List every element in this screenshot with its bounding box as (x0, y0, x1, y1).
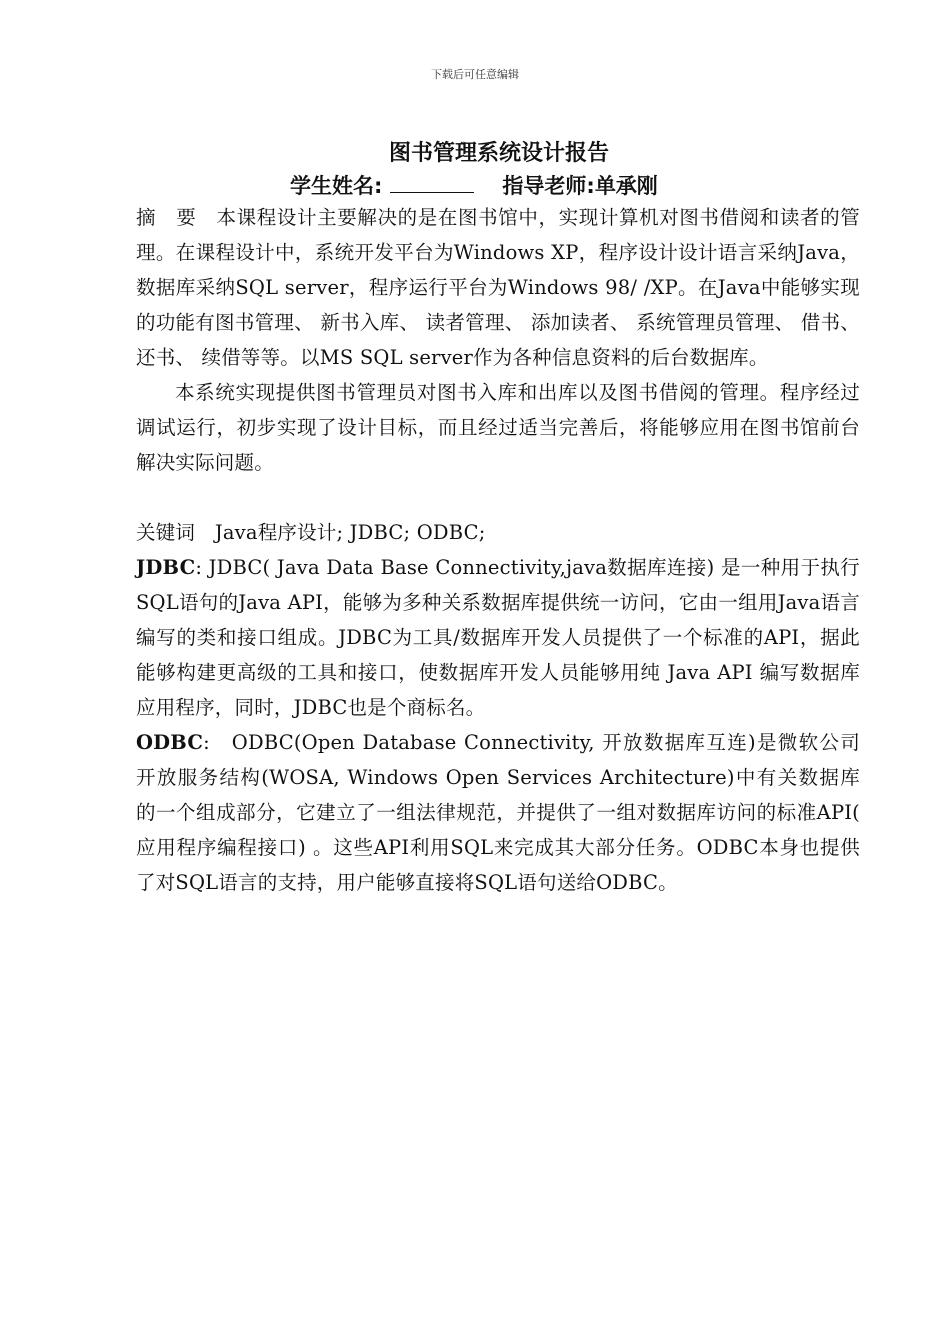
header-note: 下载后可任意编辑 (431, 68, 519, 81)
jdbc-text: : JDBC( Java Data Base Connectivity,java数据库连接) 是一种用于执行SQL语句的Java API，能够为多种关系数据库提供统一访问，它由一组用Java语言编写的类和接口组成。JDBC为工具/数据库开发人员提供了一个标准的API，据此能够构建更高级的工具和接口，使数据库开发人员能够用纯 Java API 编写数据库应用程序，同时，JDBC也是个商标名。 (136, 556, 860, 719)
odbc-paragraph (136, 725, 860, 900)
keywords-text: Java程序设计; JDBC; ODBC; (214, 521, 486, 544)
author-line (290, 170, 658, 200)
jdbc-paragraph (136, 550, 860, 725)
document-body (136, 200, 860, 900)
keywords-line (136, 515, 860, 550)
paragraph-spacer (136, 480, 860, 515)
odbc-text: : ODBC(Open Database Connectivity, 开放数据库互连)是微软公司开放服务结构(WOSA, Windows Open Services Architecture)中有关数据库的一个组成部分，它建立了一组法律规范，并提供了一组对数据库访问的标准API( 应用程序编程接口) 。这些API利用SQL来完成其大部分任务。ODBC本身也提供了对SQL语言的支持，用户能够直接将SQL语句送给ODBC。 (136, 731, 860, 894)
abstract-label: 摘 要 (136, 206, 197, 229)
student-name-blank (390, 174, 474, 193)
keywords-label: 关键词 (136, 521, 196, 544)
jdbc-term: JDBC (136, 556, 196, 579)
document-title: 图书管理系统设计报告 (388, 141, 609, 166)
advisor-label: 指导老师: (502, 174, 595, 198)
odbc-term: ODBC (136, 731, 204, 754)
abstract-paragraph-2: 本系统实现提供图书管理员对图书入库和出库以及图书借阅的管理。程序经过调试运行，初步实现了设计目标，而且经过适当完善后，将能够应用在图书馆前台解决实际问题。 (136, 381, 860, 474)
abstract-text-1: 本课程设计主要解决的是在图书馆中，实现计算机对图书借阅和读者的管理。在课程设计中，系统开发平台为Windows XP，程序设计设计语言采纳Java，数据库采纳SQL server，程序运行平台为Windows 98/ /XP。在Java中能够实现的功能有图书管理、 新书入库、 读者管理、 添加读者、 系统管理员管理、 借书、 还书、 续借等等。以MS SQL server作为各种信息资料的后台数据库。 (136, 206, 860, 369)
abstract-paragraph-1 (136, 200, 860, 375)
student-name-label: 学生姓名: (290, 174, 383, 198)
advisor-name: 单承刚 (594, 174, 658, 198)
